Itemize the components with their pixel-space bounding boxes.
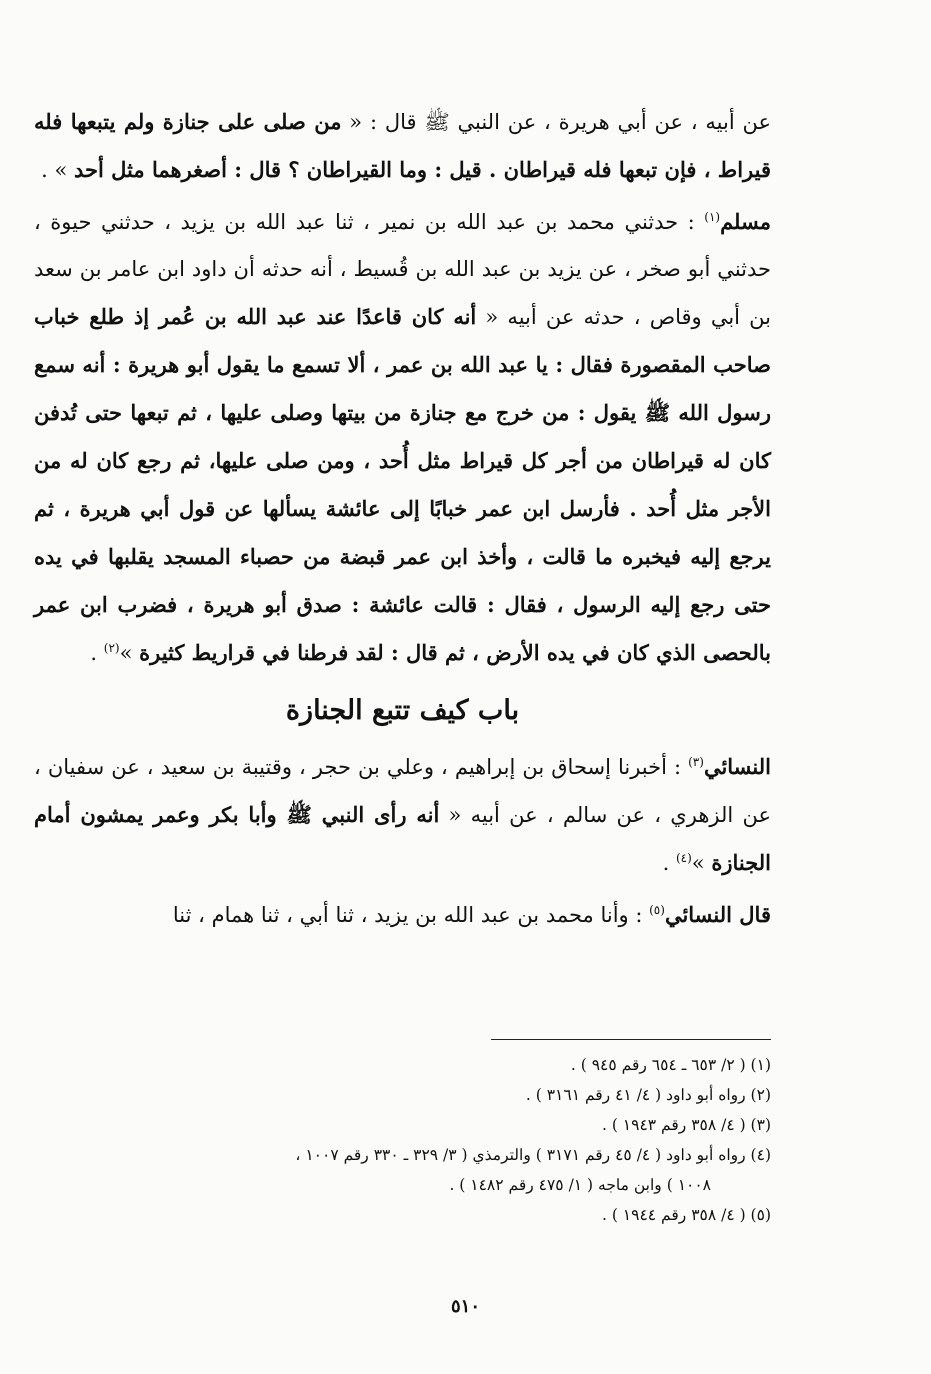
hadith-text: مسلم — [720, 209, 771, 234]
isnad-text: : حدثني محمد بن عبد الله بن نمير ، ثنا عبد الله بن يزيد ، حدثني حيوة ، حدثني أبو صخر ، عن يزيد بن عبد الله بن قُسيط ، أنه حدثه أن داود ابن عامر بن سعد بن أبي وقاص ، حدثه عن أبيه « — [34, 210, 771, 329]
isnad-text: : وأنا محمد بن عبد الله بن يزيد ، ثنا أبي ، ثنا همام ، ثنا — [172, 903, 650, 927]
chapter-heading: باب كيف تتبع الجنازة — [285, 695, 520, 726]
footnote-3: (٣) ( ٤/ ٣٥٨ رقم ١٩٤٣ ) . — [601, 1116, 771, 1134]
main-text — [34, 98, 771, 939]
isnad-text: عن أبيه ، عن أبي هريرة ، عن النبي ﷺ قال : « — [341, 110, 771, 134]
hadith-text: من صلى على جنازة ولم يتبعها فله قيراط ، فإن تبعها فله قيراطان . قيل : وما القيراطان ؟ قال : أصغرهما مثل أحد — [34, 109, 771, 182]
footnote-4-continued: ١٠٠٨ ) وابن ماجه ( ١/ ٤٧٥ رقم ١٤٨٢ ) . — [449, 1176, 711, 1194]
footnote-5: (٥) ( ٤/ ٣٥٨ رقم ١٩٤٤ ) . — [601, 1206, 771, 1224]
footnote-marker: (٥) — [649, 903, 665, 917]
isnad-text: » — [119, 641, 140, 665]
isnad-text: . — [90, 641, 104, 665]
hadith-text: النسائي — [703, 754, 771, 779]
paragraph-1 — [34, 98, 771, 194]
footnote-1: (١) ( ٢/ ٦٥٣ ـ ٦٥٤ رقم ٩٤٥ ) . — [570, 1056, 771, 1074]
paragraph-2 — [34, 198, 771, 677]
hadith-text: أنه رأى النبي ﷺ وأبا بكر وعمر يمشون أمام الجنازة — [34, 802, 771, 875]
footnote-4: (٤) رواه أبو داود ( ٤/ ٤٥ رقم ٣١٧١ ) والترمذي ( ٣/ ٣٢٩ ـ ٣٣٠ رقم ١٠٠٧ ، — [295, 1146, 771, 1164]
page-number: ٥١٠ — [450, 1296, 480, 1317]
isnad-text: . — [662, 851, 676, 875]
footnote-marker: (٢) — [103, 641, 120, 655]
footnotes — [34, 1050, 771, 1230]
paragraph-3 — [34, 743, 771, 887]
footnote-2: (٢) رواه أبو داود ( ٤/ ٤١ رقم ٣١٦١ ) . — [525, 1086, 771, 1104]
footnote-separator — [491, 1039, 771, 1040]
footnote-marker: (٣) — [688, 755, 704, 769]
footnote-marker: (٤) — [675, 851, 692, 865]
hadith-text: قال النسائي — [664, 902, 771, 927]
isnad-text: » . — [41, 158, 74, 182]
footnote-marker: (١) — [704, 210, 721, 224]
isnad-text: » — [691, 851, 712, 875]
hadith-text: أنه كان قاعدًا عند عبد الله بن عُمر إذ طلع خباب صاحب المقصورة فقال : يا عبد الله بن عمر ، ألا تسمع ما يقول أبو هريرة : أنه سمع رسول الله ﷺ يقول : من خرج مع جنازة من بيتها وصلى عليها ، ثم تبعها حتى تُدفن كان له قيراطان من أجر كل قيراط مثل أُحد ، ومن صلى عليها، ثم رجع كان له من الأجر مثل أُحد . فأرسل ابن عمر خبابًا إلى عائشة يسألها عن قول أبي هريرة ، ثم يرجع إليه فيخبره ما قالت ، وأخذ ابن عمر قبضة من حصباء المسجد يقلبها في يده حتى رجع إليه الرسول ، فقال : قالت عائشة : صدق أبو هريرة ، فضرب ابن عمر بالحصى الذي كان في يده الأرض ، ثم قال : لقد فرطنا في قراريط كثيرة — [34, 304, 771, 665]
paragraph-4 — [34, 891, 771, 939]
isnad-text: : أخبرنا إسحاق بن إبراهيم ، وعلي بن حجر ، وقتيبة بن سعيد ، عن سفيان ، عن الزهري ، عن سالم ، عن أبيه « — [34, 755, 771, 827]
